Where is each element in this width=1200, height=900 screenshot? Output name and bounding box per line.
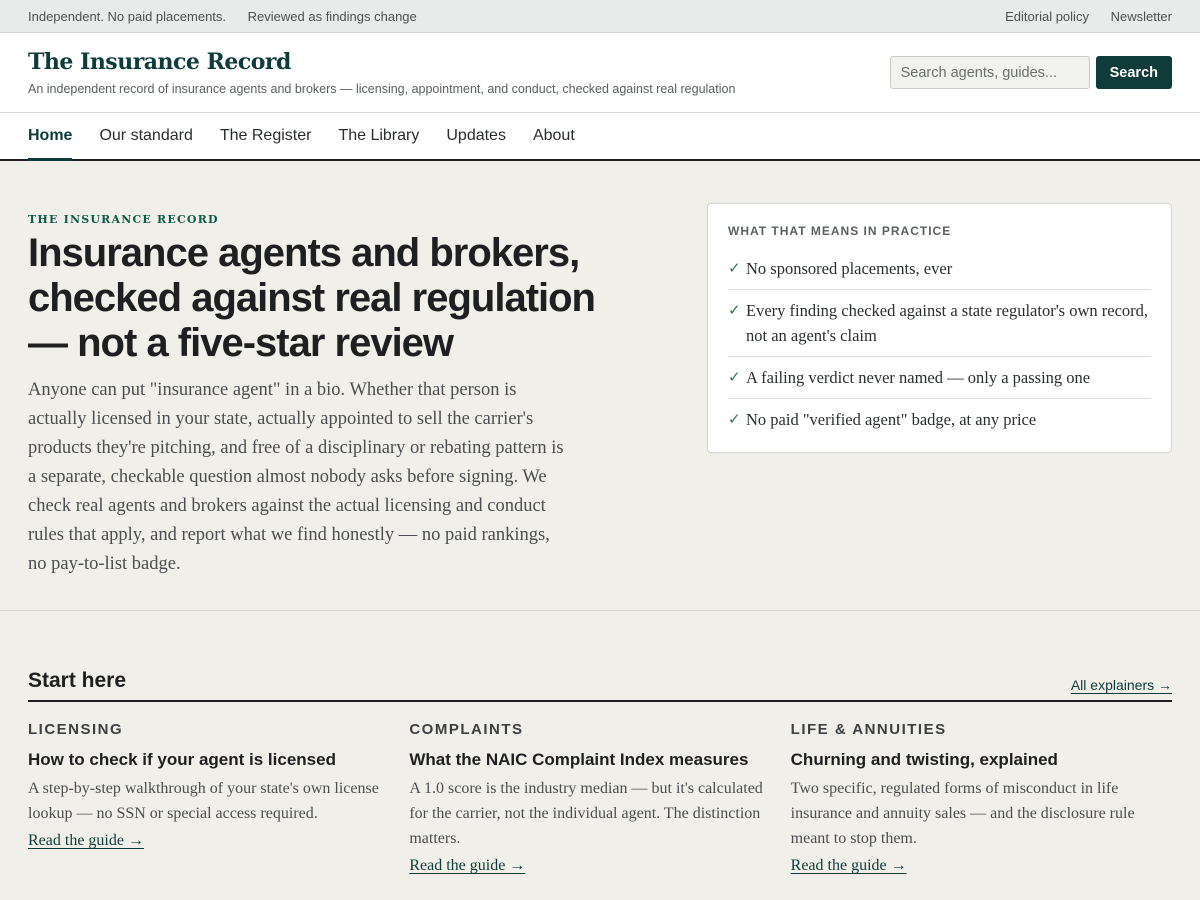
check-icon: ✓	[728, 259, 741, 277]
guide-card-complaints	[409, 721, 790, 875]
all-explainers-link[interactable]: All explainers →	[1070, 677, 1172, 693]
card-title[interactable]: Churning and twisting, explained	[790, 750, 1058, 769]
hero-content	[28, 213, 628, 579]
practice-item	[728, 290, 1151, 357]
check-icon: ✓	[728, 301, 741, 319]
search-form	[890, 56, 1172, 89]
card-category: LICENSING	[28, 721, 124, 738]
nav-our-standard[interactable]: Our standard	[99, 126, 193, 144]
main-nav	[0, 113, 1200, 161]
practice-item-text: No sponsored placements, ever	[746, 259, 953, 278]
guide-card-life-annuities	[791, 721, 1172, 875]
start-here-header	[28, 611, 1172, 702]
practice-item-text: A failing verdict never named — only a passing one	[746, 368, 1091, 387]
practice-heading: WHAT THAT MEANS IN PRACTICE	[728, 224, 952, 238]
guide-card-licensing	[28, 721, 409, 875]
read-guide-link[interactable]: Read the guide →	[28, 832, 144, 849]
newsletter-link[interactable]: Newsletter	[1110, 8, 1172, 24]
start-here-title: Start here	[28, 669, 127, 692]
practice-item-text: Every finding checked against a state regulator's own record, not an agent's claim	[746, 301, 1149, 345]
nav-home[interactable]: Home	[28, 113, 72, 161]
nav-updates[interactable]: Updates	[446, 126, 506, 144]
site-logo[interactable]: The Insurance Record	[28, 49, 291, 75]
utility-left	[28, 9, 435, 24]
hero-section	[0, 161, 1200, 611]
card-body: A 1.0 score is the industry median — but it's calculated for the carrier, not the individual agent. The distinction matters.	[409, 780, 763, 847]
search-button[interactable]: Search	[1096, 56, 1172, 89]
hero-title: Insurance agents and brokers, checked against real regulation — not a five-star review	[28, 231, 595, 365]
nav-the-library[interactable]: The Library	[338, 126, 420, 144]
nav-the-register[interactable]: The Register	[219, 126, 312, 144]
read-guide-link[interactable]: Read the guide →	[409, 857, 526, 874]
practice-item	[728, 248, 1151, 290]
hero-body: Anyone can put "insurance agent" in a bio. Whether that person is actually licensed in your state, actually appointed to sell the carrier's products they're pitching, and free of a disciplinary or rebating pattern is a separate, checkable question almost nobody asks before signing. We check real agents and brokers against the actual licensing and conduct rules that apply, and report what we find honestly — no paid rankings, no pay-to-list badge.	[28, 380, 564, 574]
card-title[interactable]: How to check if your agent is licensed	[28, 750, 336, 769]
editorial-policy-link[interactable]: Editorial policy	[1005, 8, 1089, 24]
search-input[interactable]	[890, 56, 1090, 89]
utility-note-independent: Independent. No paid placements.	[28, 8, 227, 24]
hero-eyebrow: THE INSURANCE RECORD	[28, 213, 219, 226]
read-guide-link[interactable]: Read the guide →	[790, 857, 907, 874]
guide-cards	[28, 721, 1172, 875]
start-here-section	[0, 611, 1200, 875]
practice-item-text: No paid "verified agent" badge, at any price	[746, 410, 1037, 429]
utility-note-reviewed: Reviewed as findings change	[247, 8, 417, 24]
check-icon: ✓	[728, 410, 741, 428]
card-category: COMPLAINTS	[409, 721, 524, 738]
brand-block	[28, 49, 735, 96]
practice-item	[728, 399, 1151, 440]
utility-bar	[0, 0, 1200, 33]
masthead	[0, 33, 1200, 113]
card-body: A step-by-step walkthrough of your state's own license lookup — no SSN or special access required.	[28, 780, 379, 822]
card-body: Two specific, regulated forms of misconduct in life insurance and annuity sales — and the disclosure rule meant to stop them.	[790, 780, 1135, 847]
practice-panel	[707, 203, 1172, 453]
card-category: LIFE & ANNUITIES	[790, 721, 947, 738]
utility-links	[987, 9, 1172, 24]
nav-about[interactable]: About	[532, 126, 575, 144]
check-icon: ✓	[728, 368, 741, 386]
practice-item	[728, 357, 1151, 399]
card-title[interactable]: What the NAIC Complaint Index measures	[409, 750, 749, 769]
site-tagline: An independent record of insurance agents and brokers — licensing, appointment, and conduct, checked against real regulation	[28, 82, 736, 96]
